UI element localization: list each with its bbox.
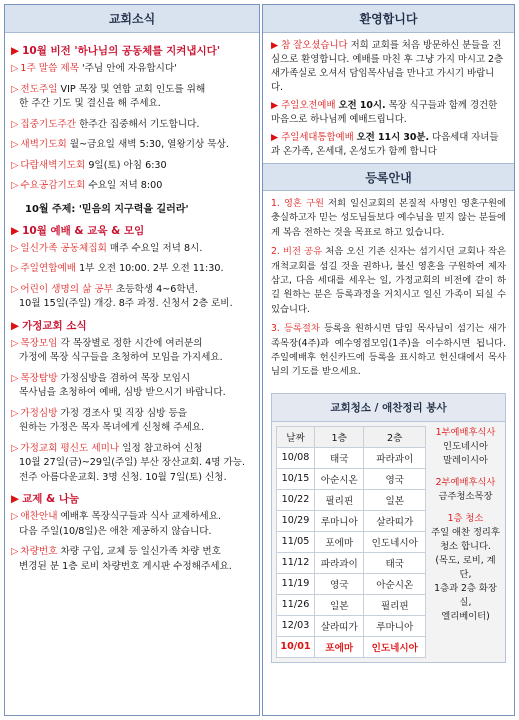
news-item-text: 가정 경조사 및 직장 심방 등을 xyxy=(60,407,187,419)
news-item-text: 1부 오전 10:00. 2부 오전 11:30. xyxy=(79,263,224,274)
welcome-text: 목장 식구들과 함께 경건한 마음으로 하나님께 예배드립니다. xyxy=(271,100,498,125)
news-item-text: 다음 주일(10/8일)은 애찬 제공하지 않습니다. xyxy=(19,525,212,537)
cleaning-note-line: 엘리베이터) xyxy=(441,610,490,622)
cleaning-note xyxy=(430,476,501,504)
news-item-text: 변경된 분 1층 로비 차량번호 게시판 수정해주세요. xyxy=(19,560,232,572)
table-cell: 루마니아 xyxy=(315,510,364,531)
welcome-time: 오전 11시 30분. xyxy=(356,132,430,143)
welcome-header: 환영합니다 xyxy=(263,5,514,33)
table-cell: 살라띠가 xyxy=(315,615,364,636)
news-item-label: 애찬안내 xyxy=(20,511,58,522)
news-item xyxy=(11,442,253,486)
registration-label: 1. 영혼 구원 xyxy=(271,198,324,209)
table-header: 날짜 xyxy=(277,426,315,447)
cleaning-note-line: 말레이시아 xyxy=(443,454,488,466)
news-item xyxy=(11,407,253,436)
outline-triangle-icon: ▷ xyxy=(11,337,19,349)
welcome-label: 주일세대통합예배 xyxy=(281,132,354,143)
section-title xyxy=(11,318,253,333)
section-title xyxy=(11,223,253,238)
table-row xyxy=(277,468,426,489)
welcome-paragraph xyxy=(271,39,506,95)
outline-triangle-icon: ▷ xyxy=(11,263,19,274)
cleaning-note-title: 2부예배후식사 xyxy=(435,476,496,488)
table-cell: 11/05 xyxy=(277,531,315,552)
table-cell: 포에마 xyxy=(315,531,364,552)
news-item-text: 10월 15일(주일) 개강. 8주 과정. 신청서 2층 로비. xyxy=(19,298,233,309)
welcome-text: 저희 교회를 처음 방문하신 분들을 진심으로 환영합니다. 예배를 마친 후 그냥 가지 마시고 2층 새가족실로 오셔서 담임목사님을 만나고 가시기 바랍니다. xyxy=(271,40,504,93)
triangle-bullet-icon: ▶ xyxy=(11,224,20,237)
news-item xyxy=(11,337,253,366)
news-item-label: 수요공감기도회 xyxy=(20,180,86,191)
news-item xyxy=(11,262,253,277)
news-item xyxy=(11,545,253,574)
welcome-label: 참 잘오셨습니다 xyxy=(281,40,348,51)
registration-body xyxy=(263,191,514,389)
cleaning-note-title: 1부예배후식사 xyxy=(435,426,496,438)
church-news-body xyxy=(5,33,259,574)
table-cell: 인도네시아 xyxy=(364,636,426,657)
news-item xyxy=(11,62,253,77)
registration-label: 2. 비전 공유 xyxy=(271,246,323,258)
outline-triangle-icon: ▷ xyxy=(11,372,19,384)
table-cell: 12/03 xyxy=(277,615,315,636)
news-item-text: 목사님을 초청하여 예배, 심방 받으시기 바랍니다. xyxy=(19,387,226,398)
news-item-text: 월~금요일 새벽 5:30, 열왕기상 묵상. xyxy=(69,139,229,150)
section-title-text: 10월 예배 & 교육 & 모임 xyxy=(22,224,145,237)
cleaning-box xyxy=(271,393,506,663)
table-cell: 태국 xyxy=(315,447,364,468)
news-item-text: 10월 27일(금)~29일(주일) 부산 장산교회. 4명 가능. xyxy=(19,457,246,468)
news-item-label: 1주 말씀 제목 xyxy=(20,63,79,74)
news-item-label: 가정교회 평신도 세미나 xyxy=(20,442,120,454)
news-item-text: 가정심방을 겸하여 목장 모임시 xyxy=(60,372,191,384)
cleaning-note-line: (목도, 로비, 계단, xyxy=(435,554,496,580)
table-cell: 아순시온 xyxy=(364,573,426,594)
outline-triangle-icon: ▷ xyxy=(11,63,19,74)
news-item-text: 예배후 목장식구들과 식사 교제하세요. xyxy=(60,511,222,522)
news-item-text: 원하는 가정은 목자 목녀에게 신청해 주세요. xyxy=(19,422,205,433)
table-row xyxy=(277,531,426,552)
table-cell: 인도네시아 xyxy=(364,531,426,552)
news-item-text: 9일(토) 아침 6:30 xyxy=(88,159,167,171)
outline-triangle-icon: ▷ xyxy=(11,407,19,419)
table-cell: 필리핀 xyxy=(315,489,364,510)
outline-triangle-icon: ▷ xyxy=(11,242,19,254)
cleaning-note xyxy=(430,426,501,468)
table-header: 1층 xyxy=(315,426,364,447)
registration-label: 3. 등록절차 xyxy=(271,323,320,335)
outline-triangle-icon: ▷ xyxy=(11,546,19,557)
table-cell: 10/29 xyxy=(277,510,315,531)
triangle-bullet-icon: ▶ xyxy=(11,493,20,505)
welcome-paragraph xyxy=(271,131,506,159)
section-title-text: 10월 비전 '하나님의 공동체를 지켜냅시다' xyxy=(22,45,221,57)
news-item-text: 수요일 저녁 8:00 xyxy=(88,180,163,191)
cleaning-note-line: 인도네시아 xyxy=(443,440,488,452)
table-cell: 필리핀 xyxy=(364,594,426,615)
table-cell: 파라과이 xyxy=(364,447,426,468)
section-title xyxy=(11,43,253,58)
table-header: 2층 xyxy=(364,426,426,447)
news-item-label: 다람새벽기도회 xyxy=(20,159,86,171)
news-item xyxy=(11,242,253,257)
news-item xyxy=(11,179,253,194)
outline-triangle-icon: ▷ xyxy=(11,118,19,130)
table-cell: 영국 xyxy=(315,573,364,594)
news-item xyxy=(11,510,253,539)
news-item-text: 전주 아름다운교회. 3명 신청. 10월 7일(토) 신청. xyxy=(19,471,227,483)
news-item-label: 집중기도주간 xyxy=(20,118,76,130)
cleaning-note-line: 청소 합니다. xyxy=(440,540,491,552)
table-row xyxy=(277,573,426,594)
news-item xyxy=(11,83,253,112)
outline-triangle-icon: ▷ xyxy=(11,442,19,454)
registration-text: 처음 오신 기존 신자는 섬기시던 교회나 작은 개척교회를 섬길 것을 권하나, 불신 영혼을 구원하여 제자 삼고, 다음 세대를 세우는 일, 가정교회의 비전에 같이 하길 원하는 분은 등록과정을 거치시고 일신 가족이 되실 수 있습니다. xyxy=(271,246,506,315)
table-cell: 일본 xyxy=(315,594,364,615)
table-row xyxy=(277,552,426,573)
cleaning-note-title: 1층 청소 xyxy=(447,512,484,524)
table-cell: 10/08 xyxy=(277,447,315,468)
cleaning-title: 교회청소 / 애찬정리 봉사 xyxy=(272,394,505,422)
monthly-theme: 10월 주제: '믿음의 지구력을 길러라' xyxy=(25,203,189,215)
news-item-text: 한주간 집중해서 기도합니다. xyxy=(79,118,200,130)
table-cell: 영국 xyxy=(364,468,426,489)
welcome-time: 오전 10시. xyxy=(338,100,386,111)
triangle-bullet-icon: ▶ xyxy=(11,319,20,332)
triangle-bullet-icon: ▶ xyxy=(271,132,282,143)
registration-paragraph xyxy=(271,197,506,240)
table-cell: 10/22 xyxy=(277,489,315,510)
welcome-column xyxy=(262,4,515,716)
cleaning-note-line: 1층과 2층 화장실, xyxy=(434,582,497,608)
news-item-text: 가정에 목장 식구들을 초청하여 모임을 가지세요. xyxy=(19,352,223,363)
table-row xyxy=(277,636,426,657)
table-row xyxy=(277,615,426,636)
news-item xyxy=(11,118,253,133)
news-item-text: '주님 안에 자유합시다' xyxy=(82,63,177,74)
section-title-text: 가정교회 소식 xyxy=(22,319,87,332)
news-item xyxy=(11,372,253,401)
welcome-text: 다음세대 자녀들과 온가족, 온세대, 온성도가 함께 합니다 xyxy=(271,132,499,157)
news-item-text: 초등학생 4~6학년. xyxy=(116,283,198,295)
table-cell: 11/26 xyxy=(277,594,315,615)
news-item-label: 전도주일 xyxy=(20,83,58,95)
news-item-text: 각 목장별로 정한 시간에 여러분의 xyxy=(60,337,203,349)
news-item-label: 가정심방 xyxy=(20,407,58,419)
triangle-bullet-icon: ▶ xyxy=(11,45,20,57)
table-cell: 파라과이 xyxy=(315,552,364,573)
outline-triangle-icon: ▷ xyxy=(11,139,19,150)
table-cell: 포에마 xyxy=(315,636,364,657)
welcome-body xyxy=(263,33,514,159)
church-news-header: 교회소식 xyxy=(5,5,259,33)
registration-paragraph xyxy=(271,322,506,380)
outline-triangle-icon: ▷ xyxy=(11,180,19,191)
cleaning-note-line: 주일 애찬 정리후 xyxy=(431,526,500,538)
section-title xyxy=(11,491,253,506)
welcome-label: 주일오전예배 xyxy=(281,100,336,111)
table-cell: 11/12 xyxy=(277,552,315,573)
table-cell: 일본 xyxy=(364,489,426,510)
news-item-label: 차량번호 xyxy=(20,546,58,557)
news-item-text: 차량 구입, 교체 등 일신가족 차량 번호 xyxy=(60,546,221,557)
table-cell: 10/15 xyxy=(277,468,315,489)
news-item-label: 주일연합예배 xyxy=(20,263,76,274)
outline-triangle-icon: ▷ xyxy=(11,511,19,522)
news-item-text: 일정 참고하여 신청 xyxy=(122,442,203,454)
news-item xyxy=(11,283,253,312)
table-cell: 11/19 xyxy=(277,573,315,594)
news-item-label: 어린이 생명의 삶 공부 xyxy=(20,283,113,295)
news-item xyxy=(11,138,253,153)
table-row xyxy=(277,447,426,468)
registration-header: 등록안내 xyxy=(263,163,514,191)
table-cell: 아순시온 xyxy=(315,468,364,489)
cleaning-note-line: 금주청소목장 xyxy=(438,490,493,502)
cleaning-notes xyxy=(426,426,501,658)
table-row xyxy=(277,489,426,510)
triangle-bullet-icon: ▶ xyxy=(271,100,282,111)
news-item-text: 매주 수요일 저녁 8시. xyxy=(109,242,203,254)
cleaning-note xyxy=(430,512,501,624)
outline-triangle-icon: ▷ xyxy=(11,283,19,295)
triangle-bullet-icon: ▶ xyxy=(271,40,282,51)
news-item xyxy=(11,159,253,174)
church-news-column xyxy=(4,4,260,716)
table-cell: 태국 xyxy=(364,552,426,573)
outline-triangle-icon: ▷ xyxy=(11,159,19,171)
section-title-text: 교제 & 나눔 xyxy=(22,493,80,505)
table-row xyxy=(277,510,426,531)
news-item-text: VIP 목장 및 연합 교회 인도를 위해 xyxy=(60,83,206,95)
registration-text: 저희 일신교회의 본질적 사명인 영혼구원에 충실하고자 믿는 성도님들보다 예수님을 믿지 않는 분들에게 복음 전하는 것을 목표로 하고 있습니다. xyxy=(271,198,506,238)
table-row xyxy=(277,594,426,615)
news-item-label: 목장모임 xyxy=(20,337,58,349)
registration-paragraph xyxy=(271,245,506,317)
outline-triangle-icon: ▷ xyxy=(11,83,19,95)
news-item-text: 한 주간 기도 및 결신을 해 주세요. xyxy=(19,98,161,109)
welcome-paragraph xyxy=(271,99,506,127)
news-item-label: 목장탐방 xyxy=(20,372,58,384)
news-item-label: 일신가족 공동체집회 xyxy=(20,242,107,254)
cleaning-table xyxy=(276,426,426,658)
table-cell: 살라띠가 xyxy=(364,510,426,531)
news-item-label: 새벽기도회 xyxy=(20,139,67,150)
registration-text: 등록을 원하시면 담임 목사님이 섬기는 새가족목장(4주)과 예수영접모임(1주)을 이수하시면 됩니다. 주일예배후 헌신카드에 등록을 표시하고 헌신대에서 목사님의 기도를 받으세요. xyxy=(271,323,506,378)
table-cell: 루마니아 xyxy=(364,615,426,636)
table-cell: 10/01 xyxy=(277,636,315,657)
